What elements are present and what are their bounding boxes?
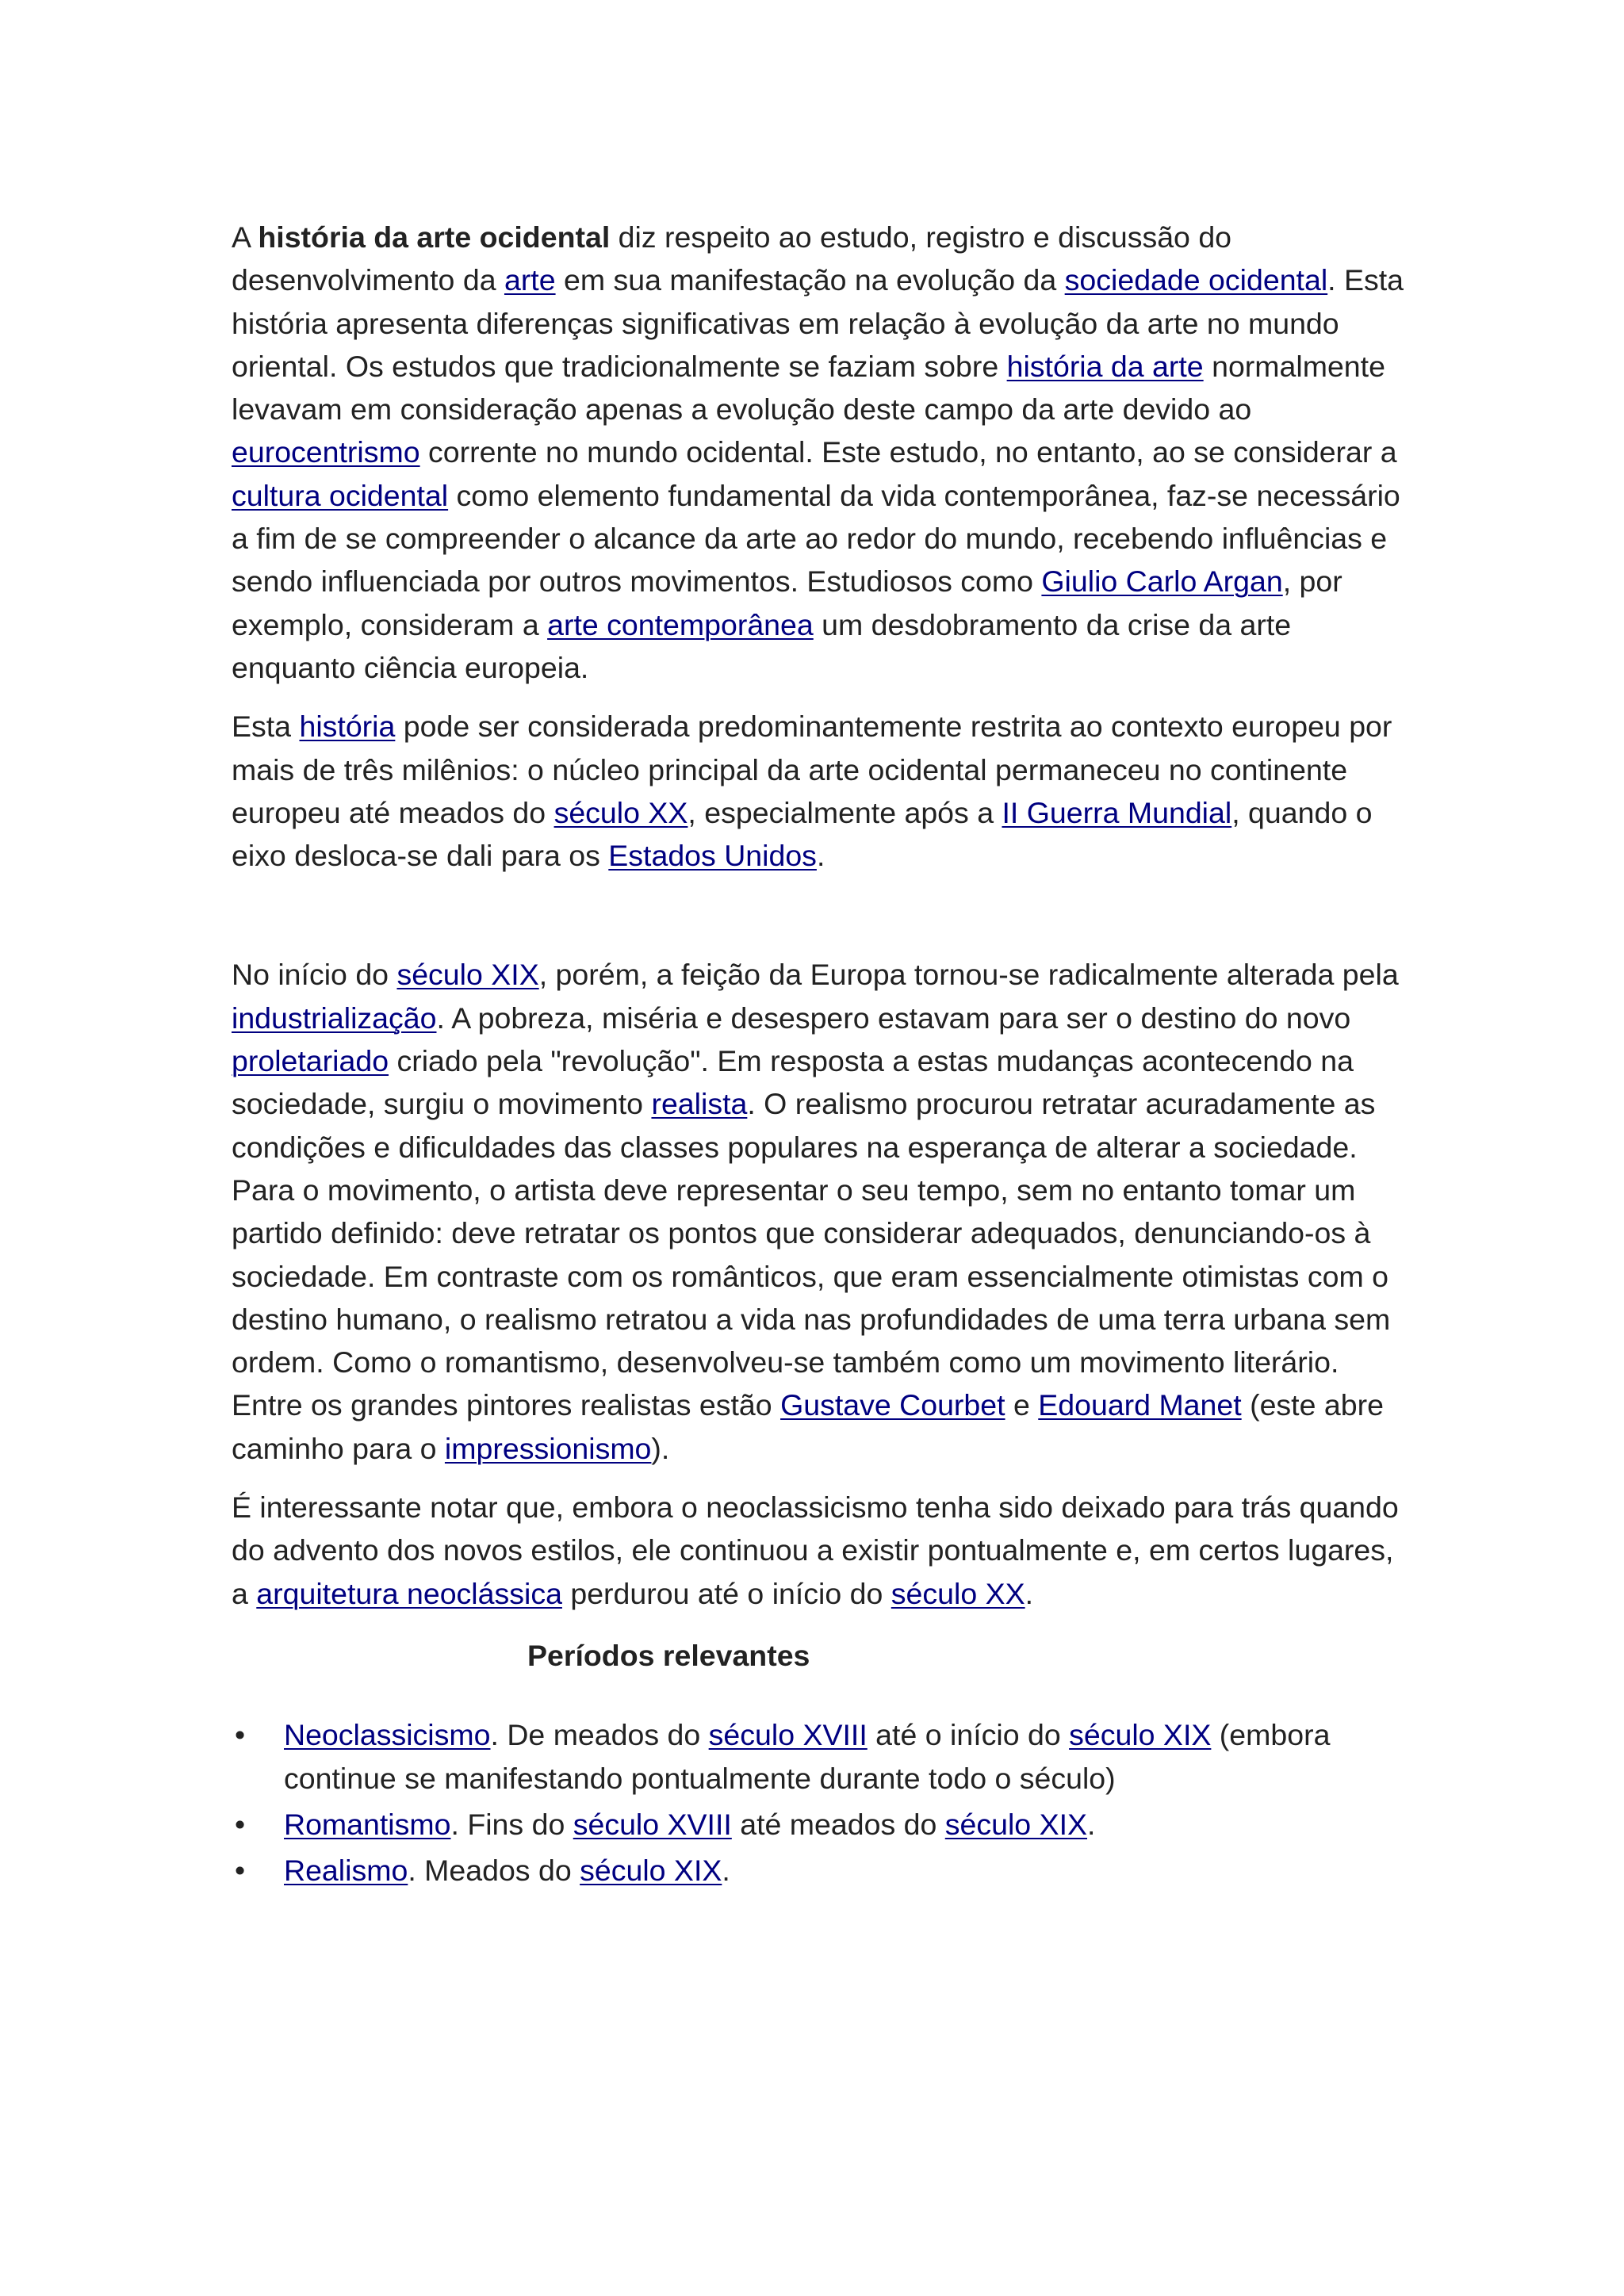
link-sociedade-ocidental[interactable]: sociedade ocidental — [1064, 263, 1328, 297]
bold-term: história da arte ocidental — [258, 220, 611, 254]
text-run: corrente no mundo ocidental. Este estudo, no entanto, ao se considerar a — [419, 435, 1397, 469]
link-estados-unidos[interactable]: Estados Unidos — [608, 839, 817, 873]
link-seculo-xviii[interactable]: século XVIII — [573, 1807, 732, 1841]
link-neoclassicismo[interactable]: Neoclassicismo — [284, 1718, 491, 1752]
link-eurocentrismo[interactable]: eurocentrismo — [232, 435, 420, 469]
link-arte[interactable]: arte — [504, 263, 556, 297]
text-run: , por exemplo, consideram a — [232, 564, 1342, 641]
text-run: diz respeito ao estudo, registro e discussão do desenvolvimento da — [232, 220, 1232, 297]
text-run: até o início do — [867, 1718, 1070, 1752]
link-romantismo[interactable]: Romantismo — [284, 1807, 451, 1841]
text-run: pode ser considerada predominantemente restrita ao contexto europeu por mais de três milênios: o núcleo principal da arte ocidental permaneceu no continente europeu até meados do — [232, 710, 1392, 829]
text-run: No início do — [232, 958, 397, 992]
text-run: perdurou até o início do — [561, 1576, 891, 1610]
link-gustave-courbet[interactable]: Gustave Courbet — [780, 1388, 1005, 1422]
link-historia-da-arte[interactable]: história da arte — [1006, 349, 1204, 383]
link-ii-guerra-mundial[interactable]: II Guerra Mundial — [1002, 795, 1232, 829]
link-realista[interactable]: realista — [651, 1087, 748, 1121]
text-run: , especialmente após a — [688, 795, 1002, 829]
text-run: , porém, a feição da Europa tornou-se radicalmente alterada pela — [538, 958, 1399, 992]
link-seculo-xix[interactable]: século XIX — [580, 1854, 722, 1888]
text-run: . Meados do — [408, 1854, 580, 1888]
bullet-icon: • — [235, 1854, 246, 1888]
link-historia[interactable]: história — [299, 710, 396, 744]
text-run: . — [816, 839, 825, 873]
bullet-icon: • — [235, 1718, 246, 1752]
section-heading: Períodos relevantes — [527, 1638, 810, 1672]
paragraph-intro — [232, 216, 1413, 689]
paragraph-realism — [232, 953, 1413, 1470]
text-run: e — [1005, 1388, 1039, 1422]
link-industrializacao[interactable]: industrialização — [232, 1001, 437, 1035]
link-seculo-xviii[interactable]: século XVIII — [708, 1718, 868, 1752]
text-run: . A pobreza, miséria e desespero estavam para ser o destino do novo — [436, 1001, 1351, 1035]
document-page — [232, 216, 1413, 1895]
text-run: criado pela "revolução". Em resposta a estas mudanças acontecendo na sociedade, surgiu o movimento — [232, 1044, 1354, 1121]
text-run: como elemento fundamental da vida contemporânea, faz-se necessário a fim de se compreender o alcance da arte ao redor do mundo, recebendo influências e sendo influenciada por outros movimentos. Estudiosos como — [232, 478, 1400, 599]
link-cultura-ocidental[interactable]: cultura ocidental — [232, 478, 449, 512]
link-edouard-manet[interactable]: Edouard Manet — [1038, 1388, 1242, 1422]
link-proletariado[interactable]: proletariado — [232, 1044, 389, 1078]
text-run: (este abre caminho para o — [232, 1388, 1384, 1465]
link-arquitetura-neoclassica[interactable]: arquitetura neoclássica — [256, 1576, 562, 1610]
text-run: . De meados do — [490, 1718, 709, 1752]
text-run: . — [722, 1854, 730, 1888]
text-run: . — [1087, 1807, 1096, 1841]
paragraph-neoclassicism — [232, 1486, 1413, 1615]
text-run: até meados do — [731, 1807, 945, 1841]
text-run: , quando o eixo desloca-se dali para os — [232, 795, 1373, 873]
paragraph-europe — [232, 705, 1413, 877]
text-run: (embora continue se manifestando pontualmente durante todo o século) — [284, 1718, 1331, 1795]
link-seculo-xx[interactable]: século XX — [553, 795, 688, 829]
link-seculo-xix[interactable]: século XIX — [1069, 1718, 1212, 1752]
list-item — [232, 1713, 1413, 1800]
text-run: . — [1025, 1576, 1034, 1610]
text-run: Esta — [232, 710, 300, 744]
link-realismo[interactable]: Realismo — [284, 1854, 408, 1888]
text-run: A — [232, 220, 259, 254]
bullet-icon: • — [235, 1807, 246, 1841]
link-giulio-carlo-argan[interactable]: Giulio Carlo Argan — [1041, 564, 1283, 599]
link-arte-contemporanea[interactable]: arte contemporânea — [547, 607, 814, 641]
text-run: É interessante notar que, embora o neoclassicismo tenha sido deixado para trás quando do advento dos novos estilos, ele continuou a existir pontualmente e, em certos lugares, a — [232, 1490, 1399, 1610]
text-run: ). — [651, 1431, 670, 1465]
periods-list — [232, 1713, 1413, 1892]
link-impressionismo[interactable]: impressionismo — [444, 1431, 652, 1465]
list-item — [232, 1849, 1413, 1892]
text-run: . O realismo procurou retratar acuradamente as condições e dificuldades das classes populares na esperança de alterar a sociedade. Para o movimento, o artista deve representar o seu tempo, sem no entanto tomar um partido definido: deve retratar os pontos que considerar adequados, denunciando-os à sociedade. Em contraste com os românticos, que eram essencialmente otimistas com o destino humano, o realismo retratou a vida nas profundidades de uma terra urbana sem ordem. Como o romantismo, desenvolveu-se também como um movimento literário. Entre os grandes pintores realistas estão — [232, 1087, 1391, 1422]
text-run: um desdobramento da crise da arte enquanto ciência europeia. — [232, 607, 1292, 684]
link-seculo-xx[interactable]: século XX — [891, 1576, 1025, 1610]
text-run: normalmente levavam em consideração apenas a evolução deste campo da arte devido ao — [232, 349, 1385, 427]
text-run: . Fins do — [450, 1807, 573, 1841]
text-run: em sua manifestação na evolução da — [555, 263, 1065, 297]
text-run: . Esta história apresenta diferenças significativas em relação à evolução da arte no mundo oriental. Os estudos que tradicionalmente se faziam sobre — [232, 263, 1404, 383]
link-seculo-xix[interactable]: século XIX — [944, 1807, 1088, 1841]
link-seculo-xix[interactable]: século XIX — [396, 958, 539, 992]
list-item — [232, 1803, 1413, 1846]
